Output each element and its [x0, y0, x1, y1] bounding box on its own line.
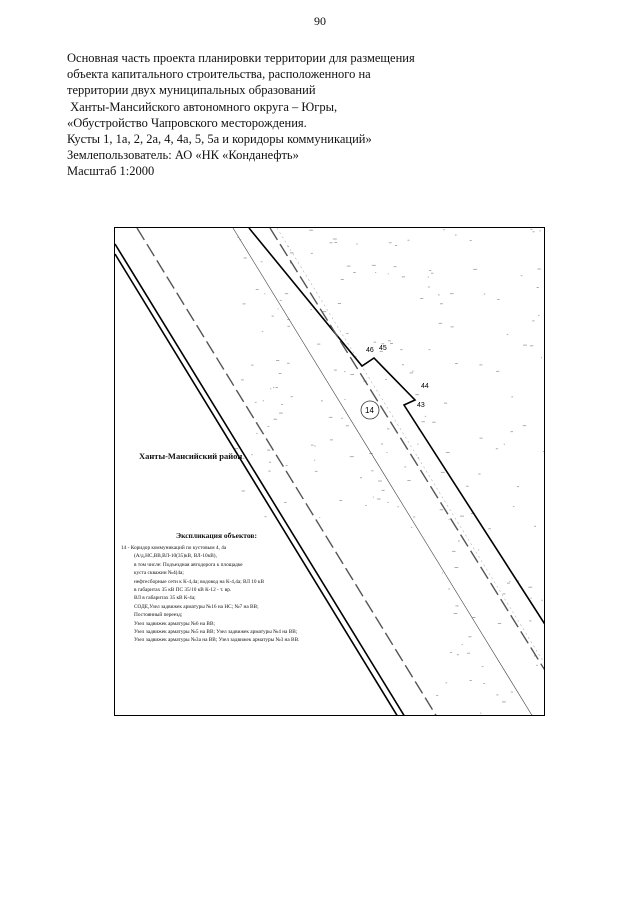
background-dot	[356, 244, 357, 245]
background-dot	[537, 269, 541, 270]
background-dot	[484, 294, 485, 295]
background-dot	[425, 416, 426, 417]
background-dot	[273, 387, 274, 388]
background-dot	[507, 583, 510, 584]
background-dot	[428, 287, 430, 288]
background-dot	[388, 502, 389, 503]
header-line: Ханты-Мансийского автономного округа – Югры,	[67, 99, 338, 114]
background-dot	[538, 315, 539, 316]
background-dot	[530, 229, 532, 230]
background-dot	[311, 445, 314, 446]
background-dot	[470, 240, 472, 241]
background-dot	[350, 374, 354, 375]
background-dot	[504, 444, 505, 445]
background-dot	[532, 321, 534, 322]
background-dot	[344, 371, 345, 372]
left-boundary-line	[115, 244, 405, 716]
background-dot	[432, 422, 436, 423]
inner-thin-line	[277, 228, 545, 666]
background-dot	[278, 309, 279, 310]
background-dot	[244, 258, 247, 259]
background-dot	[255, 402, 257, 403]
background-dot	[473, 269, 477, 270]
background-dot	[450, 652, 452, 653]
background-dot	[287, 326, 290, 327]
background-dot	[275, 387, 278, 388]
legend-line: (А/д,НС,ВВ,ВЛ-10(35)кВ, ВЛ-10кВ),	[134, 553, 217, 560]
legend-lines	[121, 544, 299, 645]
background-dot	[360, 477, 362, 478]
background-dot	[279, 373, 282, 374]
background-dot	[455, 235, 457, 236]
background-dot	[329, 417, 333, 418]
background-dot	[417, 444, 418, 445]
background-dot	[528, 587, 532, 588]
map-frame	[114, 227, 545, 716]
background-dot	[291, 396, 293, 397]
background-dot	[483, 683, 485, 684]
background-dot	[537, 287, 539, 288]
background-dot	[457, 654, 459, 655]
background-dot	[421, 421, 425, 422]
background-dot	[428, 277, 429, 278]
corridor-number: 14	[365, 406, 374, 415]
background-dot	[511, 692, 513, 693]
background-dot	[451, 327, 454, 328]
background-dot	[468, 636, 471, 637]
background-dot	[440, 303, 443, 304]
background-dot	[517, 486, 519, 487]
background-dot	[480, 438, 483, 439]
background-dot	[279, 413, 283, 414]
background-dot	[374, 342, 377, 343]
background-dot	[269, 462, 271, 463]
background-dot	[431, 273, 433, 274]
legend-title: Экспликация объектов:	[176, 531, 257, 540]
background-dot	[533, 231, 535, 232]
background-dot	[462, 644, 463, 645]
background-dot	[531, 598, 532, 599]
background-dot	[408, 240, 410, 241]
background-dot	[478, 550, 479, 551]
background-dot	[541, 357, 542, 358]
background-dot	[402, 277, 405, 278]
background-dot	[371, 470, 373, 471]
background-dot	[315, 471, 318, 472]
background-dot	[347, 266, 351, 267]
background-dot	[455, 363, 458, 364]
background-dot	[413, 517, 415, 518]
background-dot	[333, 239, 337, 240]
legend-line: Узел задвижек арматуры №3а на ВВ; Узел задвижек арматуры №3 на ВВ.	[134, 637, 300, 644]
left-boundary-line	[115, 254, 398, 716]
background-dot	[441, 472, 445, 473]
background-dot	[400, 349, 402, 350]
background-dot	[338, 303, 341, 304]
background-dot	[334, 370, 337, 371]
background-dot	[534, 526, 536, 527]
background-dot	[443, 229, 445, 230]
background-dot	[274, 419, 278, 420]
background-dot	[390, 343, 393, 344]
background-dot	[344, 399, 345, 400]
background-dot	[341, 279, 344, 280]
background-dot	[511, 397, 513, 398]
background-dot	[241, 380, 244, 381]
background-dot	[455, 567, 459, 568]
background-dot	[466, 486, 469, 487]
background-dot	[450, 293, 454, 294]
background-dot	[429, 349, 431, 350]
legend-line: Узел задвижек арматуры №6 на ВВ;	[134, 620, 215, 627]
background-dot	[541, 600, 543, 601]
district-label: Ханты-Мансийский район	[139, 451, 243, 461]
background-dot	[388, 274, 389, 275]
background-dot	[540, 231, 541, 232]
background-dot	[372, 265, 376, 266]
background-dot	[452, 551, 456, 552]
background-dot	[429, 270, 431, 271]
background-dot	[387, 429, 389, 430]
background-dot	[265, 516, 267, 517]
background-dot	[446, 683, 448, 684]
background-dot	[251, 454, 253, 455]
header-line: Кусты 1, 1а, 2, 2а, 4, 4а, 5, 5а и коридоры коммуникаций»	[67, 132, 372, 147]
background-dot	[544, 643, 545, 644]
background-dot	[395, 245, 397, 246]
background-dot	[317, 344, 320, 345]
background-dot	[353, 272, 356, 273]
legend-line: СОДЕ,Узел задвижек арматуры №16 на НС; №7 на ВВ;	[134, 603, 259, 610]
background-dot	[267, 450, 270, 451]
background-dot	[381, 444, 383, 445]
background-dot	[262, 331, 263, 332]
page-number: 90	[314, 14, 326, 28]
background-dot	[377, 499, 381, 500]
background-dot	[523, 345, 527, 346]
background-dot	[264, 293, 265, 294]
background-dot	[382, 490, 385, 491]
background-dot	[321, 401, 323, 402]
background-dot	[280, 300, 282, 301]
background-dot	[478, 474, 480, 475]
background-dot	[365, 505, 367, 506]
background-dot	[330, 242, 333, 243]
background-dot	[287, 363, 290, 364]
background-dot	[243, 304, 246, 305]
background-dot	[439, 323, 442, 324]
background-dot	[530, 345, 533, 346]
background-dot	[536, 665, 538, 666]
point-label: 43	[417, 402, 425, 409]
background-dot	[290, 253, 294, 254]
background-dot	[498, 623, 501, 624]
background-dot	[388, 340, 391, 341]
background-dot	[467, 653, 470, 654]
background-dot	[286, 465, 288, 466]
legend-line: в габаритах 35 кВ ПС 35/10 кВ К-12 - т. вр.	[134, 587, 232, 594]
background-dot	[397, 506, 399, 507]
background-dot	[502, 702, 506, 703]
background-dot	[310, 309, 311, 310]
background-dot	[482, 666, 484, 667]
background-dot	[385, 379, 387, 380]
background-dot	[497, 299, 500, 300]
point-label: 46	[366, 347, 374, 354]
legend-line: 14 - Коридор коммуникаций по кустовым 4, 4а	[121, 545, 227, 551]
background-dot	[309, 230, 313, 231]
background-dot	[350, 456, 354, 457]
background-dot	[373, 497, 374, 498]
background-dot	[458, 541, 460, 542]
background-dot	[268, 426, 270, 427]
background-dot	[480, 713, 481, 714]
background-dot	[460, 516, 464, 517]
right-dashed-line	[270, 228, 545, 672]
background-dot	[256, 289, 259, 290]
background-dot	[319, 517, 320, 518]
background-dot	[523, 425, 527, 426]
point-label: 45	[379, 345, 387, 352]
background-dot	[410, 373, 413, 374]
background-dot	[412, 371, 414, 372]
background-dot	[411, 527, 412, 528]
background-dot	[529, 621, 531, 622]
background-dot	[521, 275, 523, 276]
background-dot	[270, 389, 271, 390]
legend-line: ВЛ в габаритах 35 кВ К-4а;	[134, 595, 196, 602]
background-dot	[235, 448, 238, 449]
background-dot	[449, 519, 450, 520]
legend-line: куста скважин №4(4а;	[134, 570, 184, 577]
legend-line: нефтесборные сети к К-4,4а; водовод на К-4,4а; ВЛ 10 кВ	[134, 578, 264, 585]
background-dot	[420, 298, 423, 299]
background-dot	[503, 594, 506, 595]
background-dot	[470, 680, 472, 681]
background-dot	[285, 293, 288, 294]
background-dot	[513, 506, 514, 507]
header-line: объекта капитального строительства, расположенного на	[67, 67, 371, 82]
background-dot	[378, 481, 382, 482]
legend-line: Постоянный переезд;	[134, 612, 183, 619]
background-dot	[442, 573, 443, 574]
background-dot	[394, 266, 397, 267]
background-dot	[509, 581, 510, 582]
background-dot	[261, 261, 263, 262]
point-label: 44	[421, 383, 429, 390]
header-line: Основная часть проекта планировки территории для размещения	[67, 51, 415, 65]
background-dot	[511, 431, 514, 432]
background-dot	[268, 471, 270, 472]
background-dot	[472, 617, 475, 618]
legend-line: в том числе: Подъездная автодорога к площадке	[134, 561, 243, 568]
background-dot	[281, 404, 283, 405]
background-dot	[335, 242, 338, 243]
background-dot	[402, 364, 404, 365]
background-dot	[330, 440, 333, 441]
background-dot	[496, 695, 498, 696]
background-dot	[387, 452, 388, 453]
background-dot	[455, 606, 458, 607]
background-dot	[507, 334, 508, 335]
background-dot	[454, 613, 458, 614]
background-dot	[339, 500, 342, 501]
document-header	[67, 50, 487, 180]
background-dot	[263, 400, 264, 401]
scale-label: Масштаб 1:2000	[67, 164, 155, 179]
background-dot	[543, 451, 545, 452]
background-dot	[311, 253, 313, 254]
background-dot	[440, 509, 443, 510]
background-dot	[479, 365, 482, 366]
header-line: территории двух муниципальных образований	[67, 83, 316, 98]
header-line: Землепользователь: АО «НК «Конданефть»	[67, 148, 299, 163]
background-dot	[404, 467, 406, 468]
background-dot	[448, 589, 450, 590]
background-dot	[276, 360, 279, 361]
background-dot	[375, 272, 376, 273]
background-dot	[496, 448, 498, 449]
background-dot	[496, 371, 499, 372]
background-dot	[243, 458, 245, 459]
legend-line: Узел задвижек арматуры №5 на ВВ; Узел задвижек арматуры №4 на ВВ;	[134, 629, 298, 636]
background-dot	[346, 333, 348, 334]
background-dot	[284, 502, 287, 503]
background-dot	[438, 295, 440, 296]
background-dot	[346, 425, 349, 426]
background-dot	[242, 491, 246, 492]
background-dot	[341, 418, 343, 419]
header-line: «Обустройство Чапровского месторождения.	[67, 115, 307, 130]
background-dot	[389, 242, 392, 243]
background-dot	[314, 460, 315, 461]
background-dot	[436, 695, 438, 696]
background-dot	[407, 480, 410, 481]
background-dot	[446, 452, 450, 453]
background-dot	[256, 433, 257, 434]
background-dot	[444, 403, 447, 404]
background-dot	[251, 365, 254, 366]
background-dot	[488, 528, 491, 529]
background-dot	[272, 316, 274, 317]
background-dot	[415, 394, 419, 395]
background-dot	[314, 446, 316, 447]
